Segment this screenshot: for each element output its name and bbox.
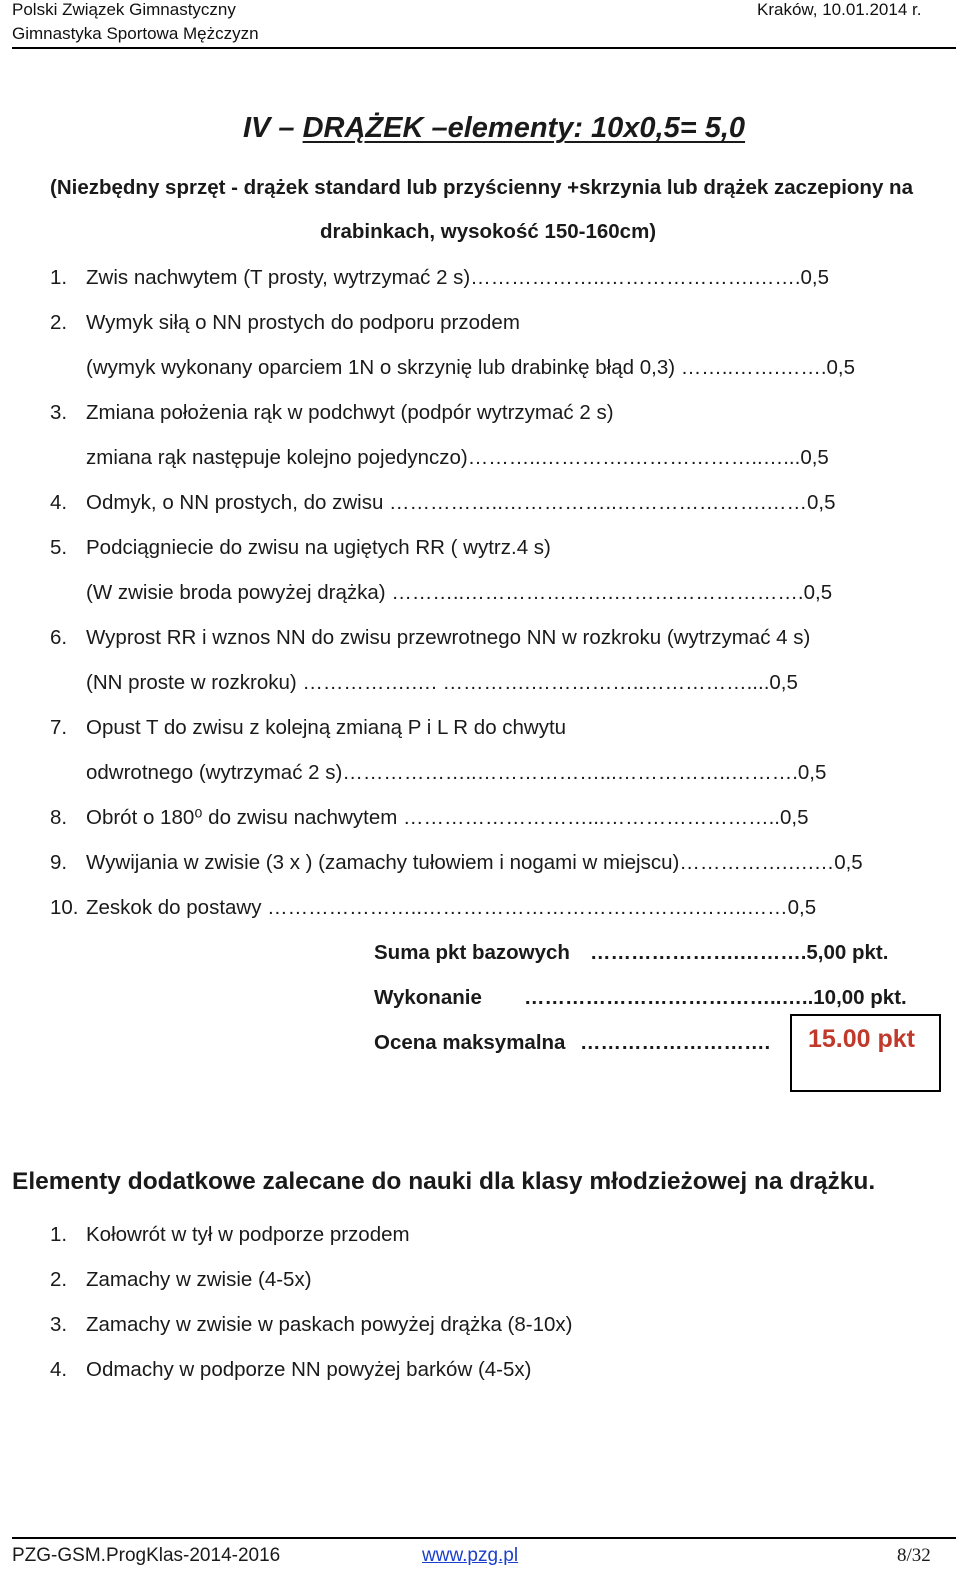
max-score-label: Ocena maksymalna <box>374 1031 566 1054</box>
list-item-continuation: (wymyk wykonany oparciem 1N o skrzynię lub drabinkę błąd 0,3) ……..…….…….0,5 <box>86 356 856 379</box>
title-main: DRĄŻEK –elementy: 10x0,5= 5,0 <box>302 112 746 144</box>
max-score-dots: ………………………. <box>580 1031 771 1054</box>
header-place-date: Kraków, 10.01.2014 r. <box>757 0 922 19</box>
title-prefix: IV – <box>242 112 303 144</box>
header-org: Polski Związek Gimnastyczny <box>12 0 236 19</box>
base-points-value: ………………….……….5,00 pkt. <box>590 941 889 964</box>
execution-value: ………………………………..…..10,00 pkt. <box>524 986 907 1009</box>
header-divider <box>12 47 956 49</box>
max-score-value: 15.00 pkt <box>808 1025 916 1053</box>
list-item-continuation: odwrotnego (wytrzymać 2 s)………………..………………...……………..……….0,5 <box>86 761 827 784</box>
footer-divider <box>12 1537 956 1539</box>
list-item-continuation: zmiana rąk następuje kolejno pojedynczo)………..………….………………..…...0,5 <box>86 446 829 469</box>
list-item-continuation: (NN proste w rozkroku) …………….…. ………….……………..……………....0,5 <box>86 671 798 694</box>
list-item-continuation: (W zwisie broda powyżej drążka) ………..………………….……………………….0,5 <box>86 581 833 604</box>
header-discipline: Gimnastyka Sportowa Mężczyzn <box>12 24 259 43</box>
page-title <box>0 112 960 145</box>
additional-elements-heading: Elementy dodatkowe zalecane do nauki dla klasy młodzieżowej na drążku. <box>12 1168 876 1195</box>
base-points-label: Suma pkt bazowych <box>374 941 570 964</box>
equipment-note-line2: drabinkach, wysokość 150-160cm) <box>320 220 657 243</box>
footer-page-number: 8/32 <box>897 1545 931 1566</box>
footer-link[interactable]: www.pzg.pl <box>422 1545 519 1566</box>
equipment-note-line1: (Niezbędny sprzęt - drążek standard lub przyścienny +skrzynia lub drążek zaczepiony na <box>50 176 913 199</box>
footer-doc-code: PZG-GSM.ProgKlas-2014-2016 <box>12 1545 281 1566</box>
execution-label: Wykonanie <box>374 986 482 1009</box>
